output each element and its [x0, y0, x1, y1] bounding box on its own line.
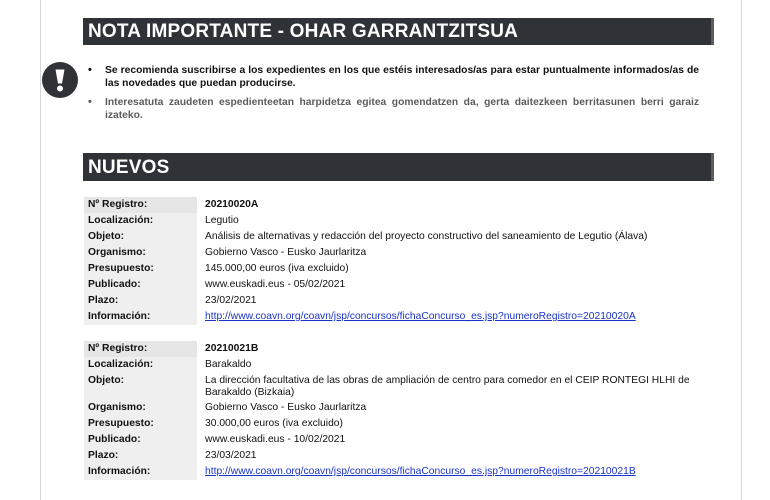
row-localizacion	[84, 213, 714, 229]
nota-title: NOTA IMPORTANTE - OHAR GARRANTZITSUA	[88, 21, 519, 42]
value-publicado: www.euskadi.eus - 05/02/2021	[205, 279, 346, 290]
nuevos-header	[83, 153, 714, 181]
value-localizacion: Legutio	[205, 215, 239, 226]
row-plazo	[84, 293, 714, 309]
info-link[interactable]: http://www.coavn.org/coavn/jsp/concursos/fichaConcurso_es.jsp?numeroRegistro=20210021B	[205, 466, 636, 477]
nuevos-title: NUEVOS	[88, 157, 170, 178]
nota-header	[83, 18, 714, 45]
tender-record	[84, 197, 714, 325]
value-publicado: www.euskadi.eus - 10/02/2021	[205, 434, 346, 445]
row-registro	[84, 341, 714, 357]
label-presupuesto: Presupuesto:	[84, 261, 197, 277]
nota-list	[87, 64, 699, 128]
tender-record	[84, 341, 714, 480]
row-objeto	[84, 229, 714, 245]
label-informacion: Información:	[84, 309, 197, 325]
value-plazo: 23/02/2021	[205, 295, 257, 306]
label-organismo: Organismo:	[84, 245, 197, 261]
value-informacion	[197, 464, 714, 480]
label-registro: Nº Registro:	[84, 341, 197, 357]
value-presupuesto: 30.000,00 euros (iva excluido)	[205, 418, 343, 429]
label-plazo: Plazo:	[84, 448, 197, 464]
value-presupuesto: 145.000,00 euros (iva excluido)	[205, 263, 349, 274]
label-localizacion: Localización:	[84, 357, 197, 373]
header-edge	[711, 153, 714, 181]
page-border-right	[741, 0, 742, 500]
value-plazo: 23/03/2021	[205, 450, 257, 461]
row-publicado	[84, 277, 714, 293]
value-registro: 20210021B	[205, 343, 259, 354]
page-border-left	[40, 0, 41, 500]
label-registro: Nº Registro:	[84, 197, 197, 213]
info-link[interactable]: http://www.coavn.org/coavn/jsp/concursos/fichaConcurso_es.jsp?numeroRegistro=20210020A	[205, 311, 636, 322]
nota-item-es: • Se recomienda suscribirse a los expedientes en los que estéis interesados/as para estar puntualmente informados/as de las novedades que puedan producirse.	[87, 64, 699, 90]
header-edge	[711, 18, 714, 45]
label-objeto: Objeto:	[84, 373, 197, 400]
row-organismo	[84, 400, 714, 416]
label-objeto: Objeto:	[84, 229, 197, 245]
row-registro	[84, 197, 714, 213]
label-publicado: Publicado:	[84, 432, 197, 448]
label-localizacion: Localización:	[84, 213, 197, 229]
row-objeto	[84, 373, 714, 400]
label-organismo: Organismo:	[84, 400, 197, 416]
value-organismo: Gobierno Vasco - Eusko Jaurlaritza	[205, 402, 367, 413]
row-presupuesto	[84, 416, 714, 432]
value-organismo: Gobierno Vasco - Eusko Jaurlaritza	[205, 247, 367, 258]
label-publicado: Publicado:	[84, 277, 197, 293]
value-localizacion: Barakaldo	[205, 359, 252, 370]
exclamation-icon	[42, 62, 78, 98]
nota-item-eu: • Interesatuta zaudeten espedienteetan harpidetza egitea gomendatzen da, gerta daitezkeen berritasunen berri garaiz izateko.	[87, 96, 699, 122]
row-localizacion	[84, 357, 714, 373]
value-objeto: La dirección facultativa de las obras de ampliación de centro para comedor en el CEIP RONTEGI HLHI de Barakaldo (Bizkaia)	[205, 375, 690, 398]
row-plazo	[84, 448, 714, 464]
row-informacion	[84, 309, 714, 325]
label-informacion: Información:	[84, 464, 197, 480]
row-organismo	[84, 245, 714, 261]
row-presupuesto	[84, 261, 714, 277]
row-publicado	[84, 432, 714, 448]
value-informacion	[197, 309, 714, 325]
value-registro: 20210020A	[205, 199, 259, 210]
value-objeto: Análisis de alternativas y redacción del proyecto constructivo del saneamiento de Legutio (Álava)	[205, 231, 648, 242]
label-presupuesto: Presupuesto:	[84, 416, 197, 432]
row-informacion	[84, 464, 714, 480]
label-plazo: Plazo:	[84, 293, 197, 309]
